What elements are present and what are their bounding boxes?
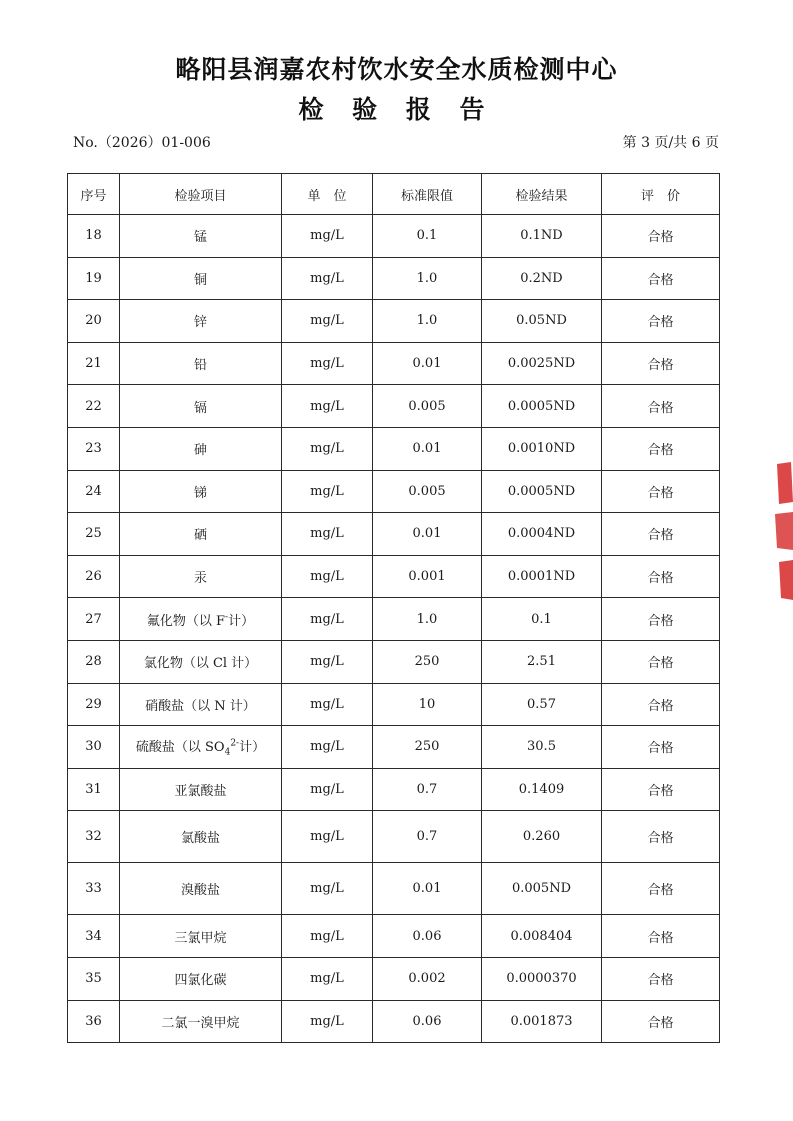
col-header-limit: 标准限值 (373, 174, 482, 215)
cell-unit: mg/L (282, 811, 373, 863)
cell-result: 0.2ND (482, 257, 602, 300)
cell-seq: 22 (68, 385, 120, 428)
table-row (68, 811, 720, 863)
cell-seq: 21 (68, 342, 120, 385)
cell-evaluation: 合格 (602, 470, 720, 513)
cell-item: 氯酸盐 (120, 811, 282, 863)
cell-result: 0.0010ND (482, 427, 602, 470)
cell-item: 氟化物（以 F-计） (120, 598, 282, 641)
cell-seq: 26 (68, 555, 120, 598)
cell-evaluation: 合格 (602, 342, 720, 385)
cell-seq: 20 (68, 300, 120, 343)
cell-limit: 250 (373, 640, 482, 683)
report-subtitle: 检 验 报 告 (298, 95, 495, 124)
cell-item: 硝酸盐（以 N 计） (120, 683, 282, 726)
cell-result: 0.0005ND (482, 470, 602, 513)
cell-seq: 27 (68, 598, 120, 641)
table-row (68, 257, 720, 300)
cell-limit: 0.01 (373, 427, 482, 470)
cell-evaluation: 合格 (602, 915, 720, 958)
cell-unit: mg/L (282, 555, 373, 598)
cell-limit: 0.06 (373, 1000, 482, 1043)
cell-result: 0.1 (482, 598, 602, 641)
cell-seq: 23 (68, 427, 120, 470)
cell-evaluation: 合格 (602, 513, 720, 556)
col-header-evaluation: 评 价 (602, 174, 720, 215)
cell-unit: mg/L (282, 257, 373, 300)
cell-evaluation: 合格 (602, 385, 720, 428)
cell-item: 锰 (120, 215, 282, 258)
cell-limit: 10 (373, 683, 482, 726)
table-row (68, 726, 720, 769)
cell-limit: 0.7 (373, 768, 482, 811)
cell-unit: mg/L (282, 726, 373, 769)
cell-limit: 0.01 (373, 863, 482, 915)
cell-evaluation: 合格 (602, 640, 720, 683)
cell-unit: mg/L (282, 470, 373, 513)
cell-item: 锑 (120, 470, 282, 513)
cell-item: 溴酸盐 (120, 863, 282, 915)
cell-result: 0.260 (482, 811, 602, 863)
cell-result: 0.0025ND (482, 342, 602, 385)
cell-unit: mg/L (282, 215, 373, 258)
table-row (68, 470, 720, 513)
cell-limit: 0.1 (373, 215, 482, 258)
cell-unit: mg/L (282, 342, 373, 385)
cell-item: 硒 (120, 513, 282, 556)
cell-item: 镉 (120, 385, 282, 428)
cell-evaluation: 合格 (602, 863, 720, 915)
cell-result: 0.001873 (482, 1000, 602, 1043)
cell-result: 0.0001ND (482, 555, 602, 598)
cell-evaluation: 合格 (602, 1000, 720, 1043)
cell-unit: mg/L (282, 640, 373, 683)
col-header-item: 检验项目 (120, 174, 282, 215)
cell-limit: 0.01 (373, 342, 482, 385)
cell-item: 亚氯酸盐 (120, 768, 282, 811)
cell-seq: 33 (68, 863, 120, 915)
cell-evaluation: 合格 (602, 257, 720, 300)
cell-result: 0.0005ND (482, 385, 602, 428)
cell-limit: 0.001 (373, 555, 482, 598)
cell-evaluation: 合格 (602, 726, 720, 769)
table-row (68, 427, 720, 470)
table-row (68, 555, 720, 598)
cell-result: 0.005ND (482, 863, 602, 915)
cell-result: 30.5 (482, 726, 602, 769)
cell-result: 2.51 (482, 640, 602, 683)
cell-result: 0.1ND (482, 215, 602, 258)
table-row (68, 215, 720, 258)
cell-unit: mg/L (282, 915, 373, 958)
cell-seq: 34 (68, 915, 120, 958)
cell-seq: 31 (68, 768, 120, 811)
cell-seq: 24 (68, 470, 120, 513)
cell-seq: 28 (68, 640, 120, 683)
cell-seq: 30 (68, 726, 120, 769)
cell-evaluation: 合格 (602, 811, 720, 863)
table-row (68, 915, 720, 958)
table-row (68, 342, 720, 385)
cell-limit: 0.06 (373, 915, 482, 958)
cell-evaluation: 合格 (602, 768, 720, 811)
red-seal-stamp (771, 462, 793, 602)
results-table (67, 173, 720, 1043)
cell-evaluation: 合格 (602, 598, 720, 641)
table-row (68, 863, 720, 915)
cell-limit: 1.0 (373, 598, 482, 641)
table-header-row (68, 174, 720, 215)
cell-item: 硫酸盐（以 $SO_4^{2-}$计） (120, 726, 282, 769)
cell-seq: 36 (68, 1000, 120, 1043)
cell-limit: 1.0 (373, 300, 482, 343)
cell-evaluation: 合格 (602, 215, 720, 258)
cell-seq: 29 (68, 683, 120, 726)
cell-result: 0.0000370 (482, 957, 602, 1000)
cell-result: 0.008404 (482, 915, 602, 958)
cell-unit: mg/L (282, 513, 373, 556)
cell-unit: mg/L (282, 683, 373, 726)
table-row (68, 957, 720, 1000)
cell-result: 0.57 (482, 683, 602, 726)
cell-unit: mg/L (282, 598, 373, 641)
cell-unit: mg/L (282, 385, 373, 428)
cell-item: 三氯甲烷 (120, 915, 282, 958)
cell-result: 0.0004ND (482, 513, 602, 556)
cell-unit: mg/L (282, 427, 373, 470)
cell-result: 0.1409 (482, 768, 602, 811)
report-number: No.（2026）01-006 (73, 135, 211, 151)
cell-limit: 1.0 (373, 257, 482, 300)
cell-seq: 32 (68, 811, 120, 863)
cell-item: 锌 (120, 300, 282, 343)
table-row (68, 768, 720, 811)
cell-limit: 0.01 (373, 513, 482, 556)
col-header-unit: 单 位 (282, 174, 373, 215)
cell-result: 0.05ND (482, 300, 602, 343)
col-header-seq: 序号 (68, 174, 120, 215)
cell-seq: 35 (68, 957, 120, 1000)
cell-evaluation: 合格 (602, 300, 720, 343)
cell-unit: mg/L (282, 1000, 373, 1043)
cell-unit: mg/L (282, 863, 373, 915)
cell-evaluation: 合格 (602, 555, 720, 598)
cell-unit: mg/L (282, 957, 373, 1000)
cell-seq: 19 (68, 257, 120, 300)
cell-evaluation: 合格 (602, 957, 720, 1000)
cell-item: 砷 (120, 427, 282, 470)
table-row (68, 640, 720, 683)
cell-item: 汞 (120, 555, 282, 598)
cell-item: 氯化物（以 Cl 计） (120, 640, 282, 683)
report-title: 略阳县润嘉农村饮水安全水质检测中心 (175, 55, 618, 84)
cell-seq: 25 (68, 513, 120, 556)
table-row (68, 598, 720, 641)
table-row (68, 683, 720, 726)
page-indicator: 第 3 页/共 6 页 (622, 135, 719, 151)
cell-limit: 0.005 (373, 470, 482, 513)
cell-unit: mg/L (282, 768, 373, 811)
cell-limit: 0.7 (373, 811, 482, 863)
cell-evaluation: 合格 (602, 683, 720, 726)
cell-evaluation: 合格 (602, 427, 720, 470)
cell-item: 铜 (120, 257, 282, 300)
cell-item: 铅 (120, 342, 282, 385)
cell-limit: 0.005 (373, 385, 482, 428)
table-row (68, 513, 720, 556)
cell-seq: 18 (68, 215, 120, 258)
cell-limit: 0.002 (373, 957, 482, 1000)
cell-item: 二氯一溴甲烷 (120, 1000, 282, 1043)
cell-unit: mg/L (282, 300, 373, 343)
table-row (68, 300, 720, 343)
table-row (68, 1000, 720, 1043)
col-header-result: 检验结果 (482, 174, 602, 215)
cell-item: 四氯化碳 (120, 957, 282, 1000)
cell-limit: 250 (373, 726, 482, 769)
table-row (68, 385, 720, 428)
